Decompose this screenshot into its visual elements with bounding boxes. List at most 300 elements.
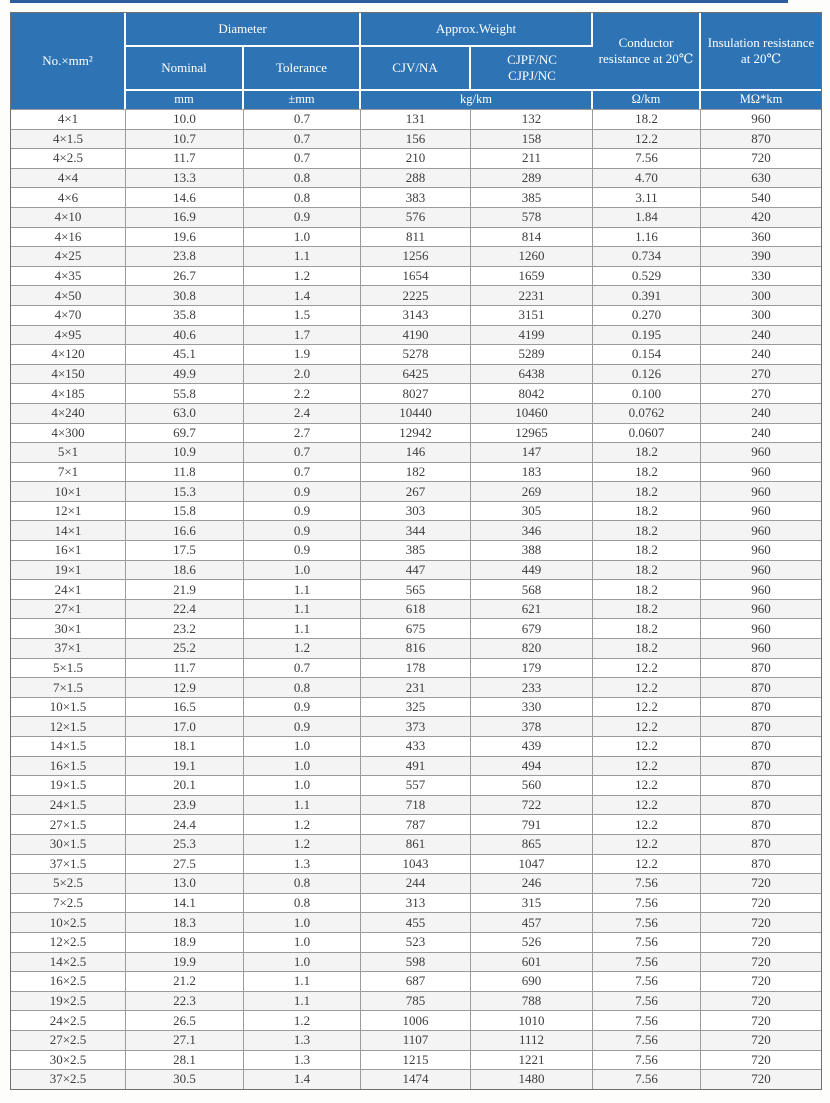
cell-insulation-resistance: 720 — [701, 991, 821, 1011]
cell-conductor-resistance: 0.126 — [593, 364, 701, 384]
cell-size: 24×1 — [11, 579, 126, 599]
cell-weight-cjv-na: 523 — [361, 932, 471, 952]
cell-weight-cjpf-cjpj: 1047 — [471, 854, 593, 874]
table-row — [11, 932, 821, 952]
cell-nominal: 22.3 — [126, 991, 244, 1011]
cell-weight-cjpf-cjpj: 865 — [471, 834, 593, 854]
cell-tolerance: 1.0 — [244, 952, 361, 972]
col-group-approx-weight: Approx.Weight — [361, 13, 593, 47]
cell-weight-cjv-na: 491 — [361, 756, 471, 776]
cell-weight-cjv-na: 816 — [361, 638, 471, 658]
cell-nominal: 21.9 — [126, 579, 244, 599]
cell-weight-cjv-na: 433 — [361, 736, 471, 756]
cell-weight-cjpf-cjpj: 346 — [471, 520, 593, 540]
cell-tolerance: 1.5 — [244, 305, 361, 325]
cell-weight-cjpf-cjpj: 1480 — [471, 1069, 593, 1089]
cell-weight-cjv-na: 344 — [361, 520, 471, 540]
col-header-insulation-resistance: Insulation resistance at 20℃ — [701, 13, 821, 91]
cell-insulation-resistance: 870 — [701, 834, 821, 854]
cell-nominal: 21.2 — [126, 971, 244, 991]
cell-weight-cjv-na: 4190 — [361, 325, 471, 345]
cell-weight-cjpf-cjpj: 722 — [471, 795, 593, 815]
cell-conductor-resistance: 18.2 — [593, 579, 701, 599]
cell-conductor-resistance: 12.2 — [593, 854, 701, 874]
cell-tolerance: 2.7 — [244, 423, 361, 443]
cell-tolerance: 1.4 — [244, 285, 361, 305]
cjpf-line: CJPF/NC — [507, 51, 557, 67]
cell-weight-cjv-na: 178 — [361, 658, 471, 678]
cell-tolerance: 1.2 — [244, 266, 361, 286]
cell-insulation-resistance: 720 — [701, 912, 821, 932]
cell-tolerance: 0.9 — [244, 716, 361, 736]
cell-weight-cjpf-cjpj: 788 — [471, 991, 593, 1011]
cell-weight-cjv-na: 3143 — [361, 305, 471, 325]
table-row — [11, 266, 821, 286]
table-row — [11, 168, 821, 188]
cell-tolerance: 1.0 — [244, 932, 361, 952]
table-row — [11, 912, 821, 932]
cell-nominal: 12.9 — [126, 677, 244, 697]
cell-weight-cjpf-cjpj: 305 — [471, 501, 593, 521]
cell-tolerance: 0.7 — [244, 658, 361, 678]
col-header-tolerance: Tolerance — [244, 47, 361, 91]
cell-conductor-resistance: 0.529 — [593, 266, 701, 286]
cell-weight-cjv-na: 718 — [361, 795, 471, 815]
cell-size: 4×1.5 — [11, 129, 126, 149]
cell-tolerance: 1.0 — [244, 912, 361, 932]
cell-insulation-resistance: 960 — [701, 599, 821, 619]
cell-tolerance: 1.3 — [244, 854, 361, 874]
cell-tolerance: 1.3 — [244, 1030, 361, 1050]
cell-conductor-resistance: 18.2 — [593, 540, 701, 560]
cell-insulation-resistance: 870 — [701, 658, 821, 678]
cell-size: 37×1 — [11, 638, 126, 658]
cell-insulation-resistance: 720 — [701, 952, 821, 972]
cell-tolerance: 0.9 — [244, 207, 361, 227]
cell-weight-cjv-na: 244 — [361, 873, 471, 893]
cell-nominal: 11.7 — [126, 658, 244, 678]
cell-tolerance: 1.0 — [244, 756, 361, 776]
cell-size: 30×1.5 — [11, 834, 126, 854]
cell-weight-cjv-na: 182 — [361, 462, 471, 482]
table-row — [11, 344, 821, 364]
cell-weight-cjv-na: 313 — [361, 893, 471, 913]
cell-insulation-resistance: 960 — [701, 481, 821, 501]
cell-tolerance: 0.7 — [244, 442, 361, 462]
cell-insulation-resistance: 960 — [701, 540, 821, 560]
cell-tolerance: 1.0 — [244, 736, 361, 756]
cell-weight-cjv-na: 267 — [361, 481, 471, 501]
table-row — [11, 129, 821, 149]
cell-nominal: 49.9 — [126, 364, 244, 384]
cell-weight-cjpf-cjpj: 179 — [471, 658, 593, 678]
cell-nominal: 27.1 — [126, 1030, 244, 1050]
cell-weight-cjpf-cjpj: 621 — [471, 599, 593, 619]
cable-spec-table-container — [10, 12, 822, 1090]
cell-nominal: 22.4 — [126, 599, 244, 619]
table-row — [11, 658, 821, 678]
cell-conductor-resistance: 0.100 — [593, 383, 701, 403]
cell-nominal: 18.1 — [126, 736, 244, 756]
unit-conductor: Ω/km — [593, 91, 701, 109]
cell-insulation-resistance: 720 — [701, 1050, 821, 1070]
cell-size: 19×1 — [11, 560, 126, 580]
cell-size: 24×1.5 — [11, 795, 126, 815]
cell-weight-cjpf-cjpj: 211 — [471, 148, 593, 168]
col-header-cjpf-cjpj — [471, 47, 593, 91]
cell-tolerance: 0.8 — [244, 873, 361, 893]
cell-conductor-resistance: 18.2 — [593, 638, 701, 658]
cell-weight-cjpf-cjpj: 388 — [471, 540, 593, 560]
cell-tolerance: 0.7 — [244, 462, 361, 482]
previous-element-bottom-edge — [10, 0, 788, 3]
cell-tolerance: 0.7 — [244, 109, 361, 129]
cell-size: 30×2.5 — [11, 1050, 126, 1070]
cell-tolerance: 0.8 — [244, 187, 361, 207]
cell-weight-cjpf-cjpj: 183 — [471, 462, 593, 482]
cell-weight-cjv-na: 1215 — [361, 1050, 471, 1070]
cell-weight-cjpf-cjpj: 6438 — [471, 364, 593, 384]
table-row — [11, 540, 821, 560]
cell-conductor-resistance: 4.70 — [593, 168, 701, 188]
cell-conductor-resistance: 7.56 — [593, 1010, 701, 1030]
cell-weight-cjv-na: 565 — [361, 579, 471, 599]
cell-weight-cjv-na: 8027 — [361, 383, 471, 403]
cell-conductor-resistance: 0.270 — [593, 305, 701, 325]
cell-size: 16×1 — [11, 540, 126, 560]
cell-weight-cjv-na: 785 — [361, 991, 471, 1011]
cell-nominal: 11.7 — [126, 148, 244, 168]
cell-conductor-resistance: 12.2 — [593, 775, 701, 795]
cell-conductor-resistance: 12.2 — [593, 756, 701, 776]
cell-conductor-resistance: 18.2 — [593, 442, 701, 462]
cell-insulation-resistance: 960 — [701, 638, 821, 658]
cell-nominal: 10.0 — [126, 109, 244, 129]
cell-insulation-resistance: 870 — [701, 716, 821, 736]
table-row — [11, 227, 821, 247]
cell-tolerance: 0.7 — [244, 148, 361, 168]
cell-weight-cjpf-cjpj: 2231 — [471, 285, 593, 305]
unit-tolerance: ±mm — [244, 91, 361, 109]
table-row — [11, 246, 821, 266]
table-row — [11, 481, 821, 501]
cell-tolerance: 1.1 — [244, 991, 361, 1011]
cell-weight-cjpf-cjpj: 315 — [471, 893, 593, 913]
cell-nominal: 10.9 — [126, 442, 244, 462]
cell-conductor-resistance: 0.0762 — [593, 403, 701, 423]
cell-weight-cjpf-cjpj: 449 — [471, 560, 593, 580]
cell-conductor-resistance: 0.0607 — [593, 423, 701, 443]
cell-insulation-resistance: 870 — [701, 736, 821, 756]
cell-nominal: 26.7 — [126, 266, 244, 286]
cell-insulation-resistance: 330 — [701, 266, 821, 286]
cell-size: 24×2.5 — [11, 1010, 126, 1030]
cell-nominal: 19.6 — [126, 227, 244, 247]
cell-conductor-resistance: 7.56 — [593, 148, 701, 168]
cell-size: 19×2.5 — [11, 991, 126, 1011]
cell-conductor-resistance: 7.56 — [593, 1069, 701, 1089]
cell-insulation-resistance: 240 — [701, 423, 821, 443]
cell-conductor-resistance: 7.56 — [593, 893, 701, 913]
cell-conductor-resistance: 3.11 — [593, 187, 701, 207]
cell-conductor-resistance: 7.56 — [593, 991, 701, 1011]
cell-weight-cjv-na: 2225 — [361, 285, 471, 305]
cell-weight-cjv-na: 385 — [361, 540, 471, 560]
table-row — [11, 520, 821, 540]
cell-weight-cjpf-cjpj: 791 — [471, 814, 593, 834]
cell-weight-cjpf-cjpj: 246 — [471, 873, 593, 893]
cell-weight-cjpf-cjpj: 8042 — [471, 383, 593, 403]
cell-conductor-resistance: 12.2 — [593, 814, 701, 834]
cell-weight-cjpf-cjpj: 526 — [471, 932, 593, 952]
cell-nominal: 19.1 — [126, 756, 244, 776]
cell-insulation-resistance: 390 — [701, 246, 821, 266]
cell-weight-cjpf-cjpj: 457 — [471, 912, 593, 932]
table-row — [11, 501, 821, 521]
cell-weight-cjpf-cjpj: 1221 — [471, 1050, 593, 1070]
cell-weight-cjpf-cjpj: 378 — [471, 716, 593, 736]
cell-conductor-resistance: 12.2 — [593, 736, 701, 756]
cell-conductor-resistance: 12.2 — [593, 129, 701, 149]
cell-size: 37×2.5 — [11, 1069, 126, 1089]
cell-weight-cjv-na: 455 — [361, 912, 471, 932]
cell-size: 4×95 — [11, 325, 126, 345]
cell-tolerance: 1.0 — [244, 775, 361, 795]
cell-tolerance: 1.2 — [244, 814, 361, 834]
cell-nominal: 30.8 — [126, 285, 244, 305]
cell-weight-cjpf-cjpj: 814 — [471, 227, 593, 247]
cell-size: 4×25 — [11, 246, 126, 266]
table-row — [11, 991, 821, 1011]
cell-weight-cjv-na: 787 — [361, 814, 471, 834]
cell-insulation-resistance: 720 — [701, 932, 821, 952]
cell-nominal: 23.2 — [126, 618, 244, 638]
cell-weight-cjpf-cjpj: 158 — [471, 129, 593, 149]
cell-insulation-resistance: 870 — [701, 854, 821, 874]
cell-size: 4×70 — [11, 305, 126, 325]
cell-nominal: 14.6 — [126, 187, 244, 207]
cell-weight-cjpf-cjpj: 578 — [471, 207, 593, 227]
cell-insulation-resistance: 240 — [701, 325, 821, 345]
table-row — [11, 423, 821, 443]
cell-size: 4×240 — [11, 403, 126, 423]
cell-size: 10×1.5 — [11, 697, 126, 717]
cell-tolerance: 0.9 — [244, 481, 361, 501]
cell-size: 5×1 — [11, 442, 126, 462]
cell-insulation-resistance: 960 — [701, 560, 821, 580]
cjpj-line: CJPJ/NC — [508, 68, 556, 83]
cell-tolerance: 0.9 — [244, 520, 361, 540]
cell-insulation-resistance: 960 — [701, 501, 821, 521]
col-header-size: No.×mm² — [11, 13, 126, 109]
table-row — [11, 403, 821, 423]
cell-conductor-resistance: 7.56 — [593, 873, 701, 893]
cell-conductor-resistance: 7.56 — [593, 1030, 701, 1050]
cell-weight-cjv-na: 146 — [361, 442, 471, 462]
table-row — [11, 952, 821, 972]
cell-insulation-resistance: 960 — [701, 618, 821, 638]
cell-nominal: 14.1 — [126, 893, 244, 913]
cell-weight-cjv-na: 1654 — [361, 266, 471, 286]
table-row — [11, 873, 821, 893]
cell-size: 7×1.5 — [11, 677, 126, 697]
table-row — [11, 442, 821, 462]
cell-weight-cjpf-cjpj: 820 — [471, 638, 593, 658]
table-row — [11, 795, 821, 815]
cell-conductor-resistance: 12.2 — [593, 834, 701, 854]
cell-tolerance: 1.1 — [244, 795, 361, 815]
cell-size: 37×1.5 — [11, 854, 126, 874]
cell-size: 27×1 — [11, 599, 126, 619]
table-row — [11, 697, 821, 717]
table-row — [11, 305, 821, 325]
cell-weight-cjv-na: 1474 — [361, 1069, 471, 1089]
cell-weight-cjpf-cjpj: 1260 — [471, 246, 593, 266]
cell-conductor-resistance: 18.2 — [593, 599, 701, 619]
cell-weight-cjpf-cjpj: 385 — [471, 187, 593, 207]
cell-size: 4×2.5 — [11, 148, 126, 168]
cell-weight-cjv-na: 303 — [361, 501, 471, 521]
cell-size: 16×1.5 — [11, 756, 126, 776]
cell-tolerance: 2.0 — [244, 364, 361, 384]
cell-conductor-resistance: 0.734 — [593, 246, 701, 266]
unit-insulation: MΩ*km — [701, 91, 821, 109]
cell-weight-cjv-na: 288 — [361, 168, 471, 188]
cell-size: 12×2.5 — [11, 932, 126, 952]
cell-conductor-resistance: 7.56 — [593, 1050, 701, 1070]
cell-conductor-resistance: 18.2 — [593, 618, 701, 638]
cell-tolerance: 0.9 — [244, 501, 361, 521]
cell-nominal: 17.0 — [126, 716, 244, 736]
cell-nominal: 25.2 — [126, 638, 244, 658]
cell-nominal: 25.3 — [126, 834, 244, 854]
cell-tolerance: 0.8 — [244, 893, 361, 913]
cell-weight-cjv-na: 6425 — [361, 364, 471, 384]
cell-weight-cjv-na: 675 — [361, 618, 471, 638]
cell-weight-cjpf-cjpj: 4199 — [471, 325, 593, 345]
cell-insulation-resistance: 870 — [701, 814, 821, 834]
cell-weight-cjpf-cjpj: 1010 — [471, 1010, 593, 1030]
table-header — [11, 13, 821, 109]
cell-size: 14×1 — [11, 520, 126, 540]
cell-tolerance: 1.2 — [244, 834, 361, 854]
cell-nominal: 16.6 — [126, 520, 244, 540]
cell-weight-cjv-na: 325 — [361, 697, 471, 717]
cell-nominal: 11.8 — [126, 462, 244, 482]
cell-nominal: 35.8 — [126, 305, 244, 325]
cell-weight-cjpf-cjpj: 330 — [471, 697, 593, 717]
table-row — [11, 383, 821, 403]
cell-conductor-resistance: 0.154 — [593, 344, 701, 364]
cell-size: 4×120 — [11, 344, 126, 364]
table-row — [11, 834, 821, 854]
cell-nominal: 16.9 — [126, 207, 244, 227]
cell-weight-cjpf-cjpj: 494 — [471, 756, 593, 776]
cell-insulation-resistance: 960 — [701, 520, 821, 540]
table-row — [11, 187, 821, 207]
cell-conductor-resistance: 12.2 — [593, 658, 701, 678]
cell-weight-cjv-na: 10440 — [361, 403, 471, 423]
cell-weight-cjpf-cjpj: 289 — [471, 168, 593, 188]
cell-weight-cjpf-cjpj: 560 — [471, 775, 593, 795]
cell-insulation-resistance: 720 — [701, 148, 821, 168]
col-header-cjv-na: CJV/NA — [361, 47, 471, 91]
cell-weight-cjv-na: 131 — [361, 109, 471, 129]
cell-weight-cjv-na: 383 — [361, 187, 471, 207]
cell-size: 4×6 — [11, 187, 126, 207]
table-row — [11, 325, 821, 345]
cell-weight-cjpf-cjpj: 269 — [471, 481, 593, 501]
cell-conductor-resistance: 7.56 — [593, 952, 701, 972]
cell-insulation-resistance: 720 — [701, 1010, 821, 1030]
cell-size: 30×1 — [11, 618, 126, 638]
cell-tolerance: 1.2 — [244, 1010, 361, 1030]
cell-insulation-resistance: 720 — [701, 873, 821, 893]
cell-size: 4×185 — [11, 383, 126, 403]
cell-weight-cjv-na: 557 — [361, 775, 471, 795]
cell-insulation-resistance: 360 — [701, 227, 821, 247]
cell-conductor-resistance: 12.2 — [593, 795, 701, 815]
cell-nominal: 15.3 — [126, 481, 244, 501]
cell-conductor-resistance: 1.16 — [593, 227, 701, 247]
table-row — [11, 109, 821, 129]
cell-size: 4×1 — [11, 109, 126, 129]
cell-size: 4×16 — [11, 227, 126, 247]
cell-tolerance: 1.1 — [244, 618, 361, 638]
cell-conductor-resistance: 18.2 — [593, 520, 701, 540]
table-row — [11, 560, 821, 580]
cell-weight-cjv-na: 1256 — [361, 246, 471, 266]
cell-size: 10×1 — [11, 481, 126, 501]
cell-tolerance: 0.7 — [244, 129, 361, 149]
cell-weight-cjpf-cjpj: 439 — [471, 736, 593, 756]
table-row — [11, 756, 821, 776]
cell-nominal: 28.1 — [126, 1050, 244, 1070]
cell-nominal: 13.0 — [126, 873, 244, 893]
cell-weight-cjpf-cjpj: 12965 — [471, 423, 593, 443]
cell-nominal: 18.9 — [126, 932, 244, 952]
cell-insulation-resistance: 960 — [701, 579, 821, 599]
cell-weight-cjv-na: 231 — [361, 677, 471, 697]
cell-weight-cjv-na: 447 — [361, 560, 471, 580]
cell-weight-cjpf-cjpj: 679 — [471, 618, 593, 638]
cell-size: 10×2.5 — [11, 912, 126, 932]
cell-size: 12×1.5 — [11, 716, 126, 736]
cell-weight-cjv-na: 1006 — [361, 1010, 471, 1030]
cell-tolerance: 0.9 — [244, 697, 361, 717]
cell-insulation-resistance: 870 — [701, 129, 821, 149]
cell-insulation-resistance: 960 — [701, 109, 821, 129]
cell-nominal: 27.5 — [126, 854, 244, 874]
table-row — [11, 207, 821, 227]
cell-tolerance: 1.9 — [244, 344, 361, 364]
cell-insulation-resistance: 870 — [701, 775, 821, 795]
cell-tolerance: 1.2 — [244, 638, 361, 658]
cell-nominal: 63.0 — [126, 403, 244, 423]
cell-weight-cjpf-cjpj: 1659 — [471, 266, 593, 286]
cell-tolerance: 2.2 — [244, 383, 361, 403]
table-row — [11, 677, 821, 697]
cell-nominal: 24.4 — [126, 814, 244, 834]
cell-size: 4×300 — [11, 423, 126, 443]
table-row — [11, 814, 821, 834]
cell-size: 27×1.5 — [11, 814, 126, 834]
table-row — [11, 462, 821, 482]
cell-weight-cjpf-cjpj: 601 — [471, 952, 593, 972]
cell-size: 5×1.5 — [11, 658, 126, 678]
cell-nominal: 40.6 — [126, 325, 244, 345]
cell-insulation-resistance: 420 — [701, 207, 821, 227]
